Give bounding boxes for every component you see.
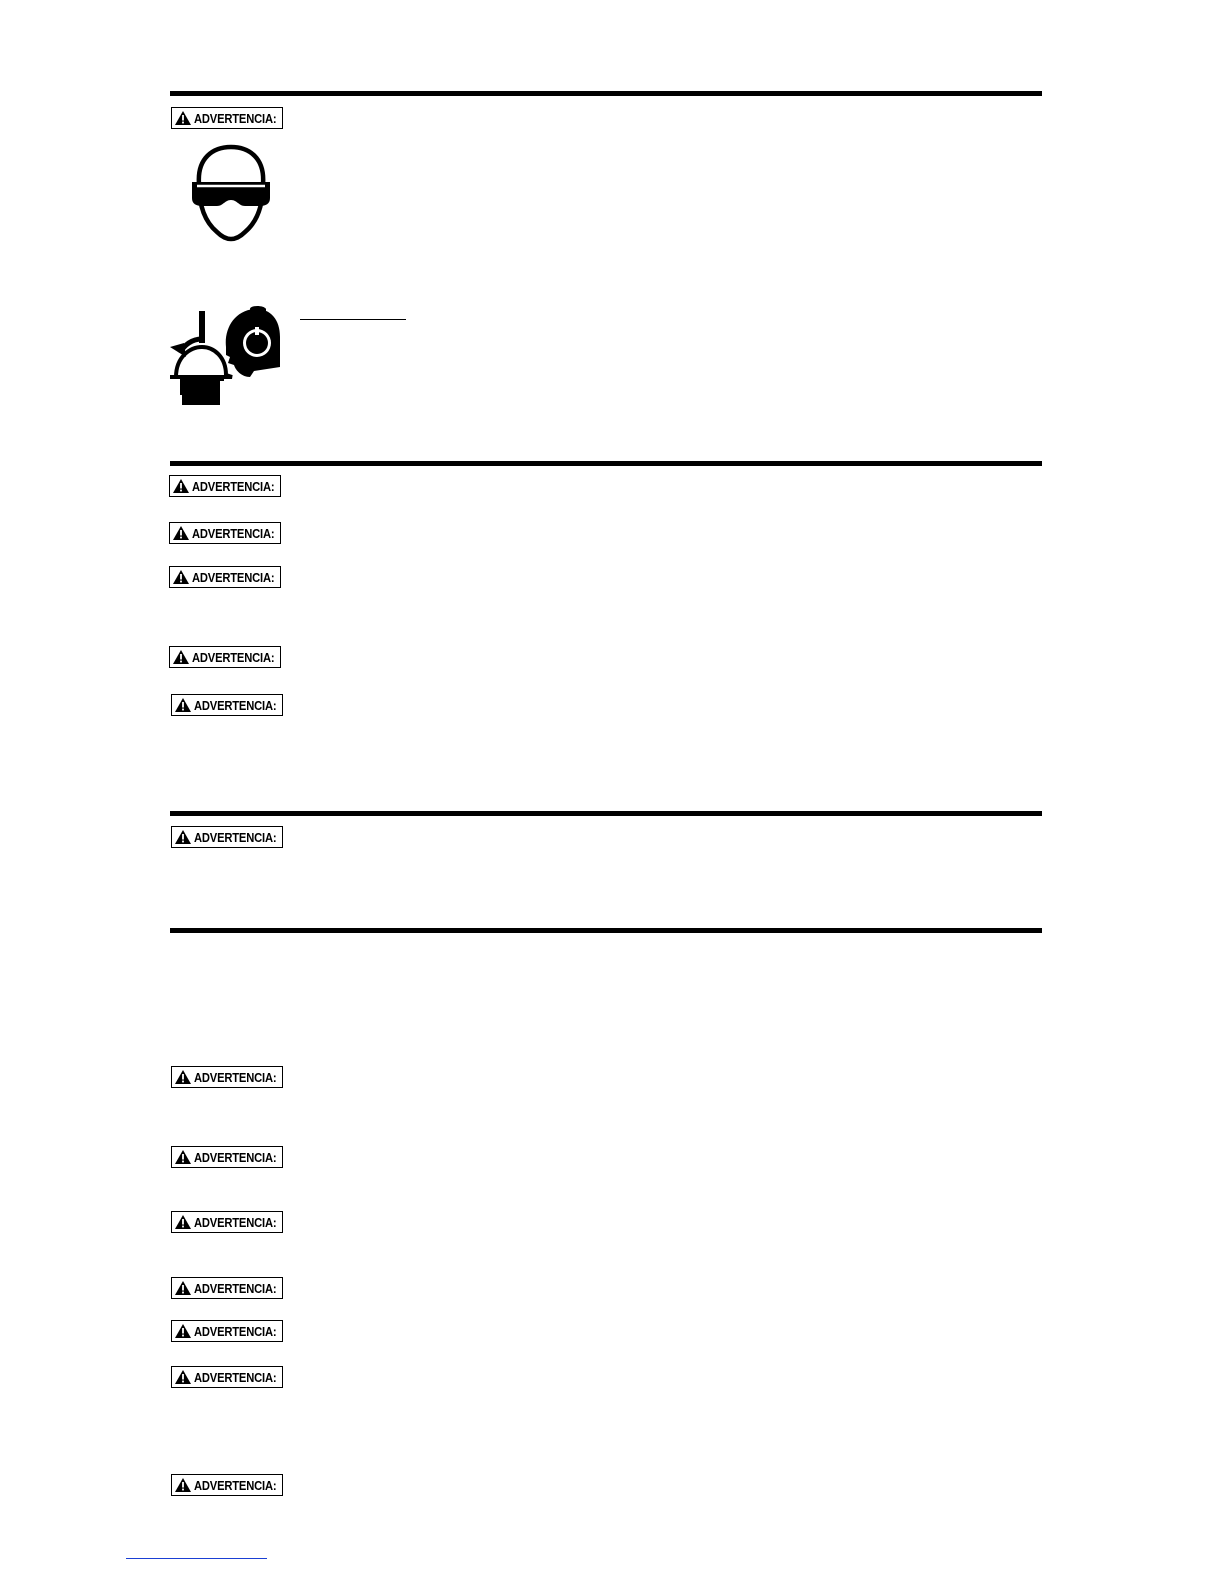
warning-triangle-icon bbox=[175, 1215, 191, 1229]
footer-link-underline[interactable] bbox=[126, 1558, 267, 1559]
warning-badge bbox=[171, 1146, 283, 1168]
warning-badge bbox=[169, 646, 281, 668]
warning-triangle-icon bbox=[175, 1070, 191, 1084]
warning-triangle-icon bbox=[175, 1324, 191, 1338]
warning-badge bbox=[171, 1211, 283, 1233]
warning-triangle-icon bbox=[175, 1281, 191, 1295]
warning-triangle-icon bbox=[173, 526, 189, 540]
warning-badge-label: ADVERTENCIA: bbox=[192, 569, 275, 585]
warning-triangle-icon bbox=[175, 1370, 191, 1384]
warning-badge-label: ADVERTENCIA: bbox=[194, 1369, 277, 1385]
warning-badge bbox=[171, 826, 283, 848]
warning-badge-label: ADVERTENCIA: bbox=[194, 1280, 277, 1296]
warning-badge-label: ADVERTENCIA: bbox=[192, 478, 275, 494]
warning-badge-label: ADVERTENCIA: bbox=[192, 525, 275, 541]
safety-goggles-icon bbox=[191, 144, 271, 242]
warning-badge-label: ADVERTENCIA: bbox=[194, 1149, 277, 1165]
warning-badge-label: ADVERTENCIA: bbox=[194, 1069, 277, 1085]
warning-triangle-icon bbox=[173, 479, 189, 493]
warning-badge-label: ADVERTENCIA: bbox=[194, 1323, 277, 1339]
warning-badge-label: ADVERTENCIA: bbox=[192, 649, 275, 665]
warning-badge-label: ADVERTENCIA: bbox=[194, 697, 277, 713]
section-divider-2 bbox=[170, 461, 1042, 466]
section-divider-4 bbox=[170, 928, 1042, 933]
warning-badge bbox=[171, 1066, 283, 1088]
warning-triangle-icon bbox=[175, 1478, 191, 1492]
hard-hat-ear-protection-icon bbox=[162, 305, 284, 410]
underline-rule bbox=[300, 319, 406, 320]
warning-triangle-icon bbox=[175, 830, 191, 844]
warning-triangle-icon bbox=[175, 1150, 191, 1164]
warning-badge-label: ADVERTENCIA: bbox=[194, 829, 277, 845]
warning-badge bbox=[169, 475, 281, 497]
warning-badge bbox=[171, 107, 283, 129]
warning-badge-label: ADVERTENCIA: bbox=[194, 110, 277, 126]
section-divider-3 bbox=[170, 811, 1042, 816]
warning-triangle-icon bbox=[175, 698, 191, 712]
warning-triangle-icon bbox=[175, 111, 191, 125]
warning-badge bbox=[169, 522, 281, 544]
warning-badge bbox=[171, 694, 283, 716]
warning-badge bbox=[171, 1320, 283, 1342]
warning-badge bbox=[171, 1366, 283, 1388]
section-divider-1 bbox=[170, 91, 1042, 96]
warning-badge-label: ADVERTENCIA: bbox=[194, 1214, 277, 1230]
warning-badge bbox=[171, 1277, 283, 1299]
warning-badge-label: ADVERTENCIA: bbox=[194, 1477, 277, 1493]
warning-badge bbox=[169, 566, 281, 588]
warning-badge bbox=[171, 1474, 283, 1496]
warning-triangle-icon bbox=[173, 570, 189, 584]
warning-triangle-icon bbox=[173, 650, 189, 664]
